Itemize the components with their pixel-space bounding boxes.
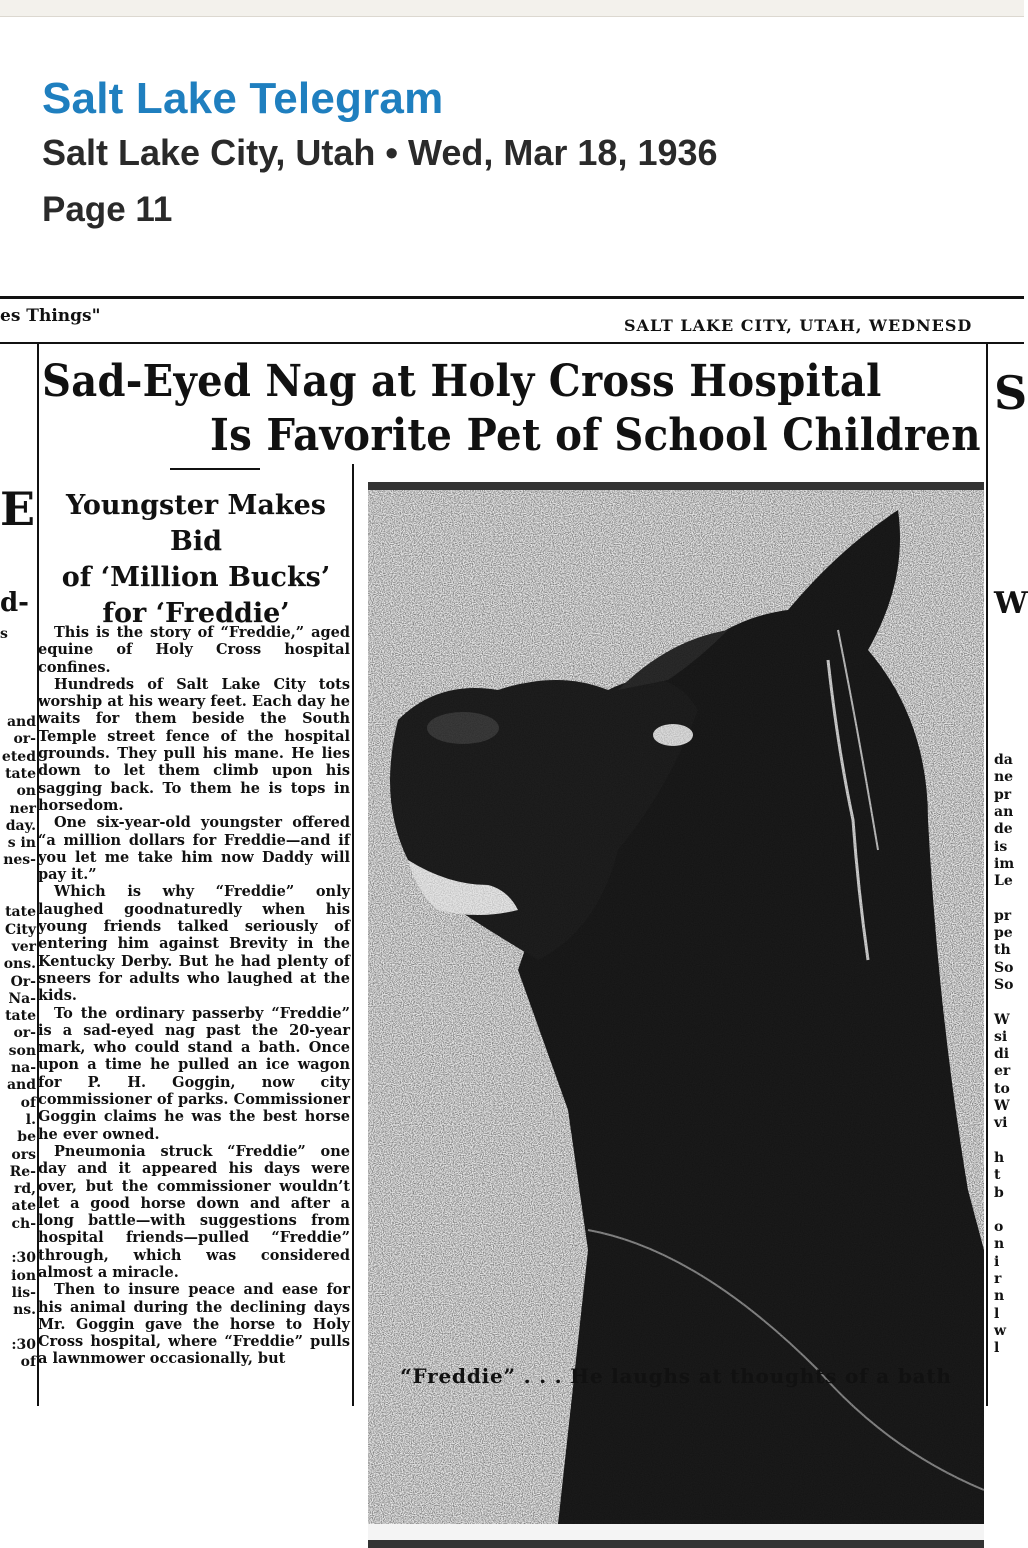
column-fragment: lis- — [11, 1284, 36, 1301]
article-paragraph: Which is why “Freddie” only laughed goodnaturedly when his young friends talked seriously of entering him against Brevity in the Kentucky Derby. But he had plenty of sneers for adults who laughed at the kids. — [38, 883, 350, 1005]
column-fragment: tate — [5, 765, 36, 782]
column-fragment: si — [994, 1028, 1008, 1045]
subhead-line: Youngster Makes Bid — [65, 490, 327, 557]
column-fragment: son — [8, 1042, 36, 1059]
article-paragraph: One six-year-old youngster offered “a million dollars for Freddie—and if you let me take him now Daddy will pay it.” — [38, 814, 350, 884]
column-fragment: ch- — [11, 1215, 36, 1232]
column-fragment: ion — [11, 1267, 36, 1284]
left-subhead-fragment-1: d- — [0, 588, 29, 618]
article-paragraph: To the ordinary passerby “Freddie” is a sad-eyed nag past the 20-year mark, who could stand a bath. Once upon a time he pulled an ice wagon for P. H. Goggin, now city commissioner of parks. Commissioner Goggin claims he was the best horse he ever owned. — [38, 1004, 350, 1143]
column-fragment: and — [6, 714, 36, 730]
article-body — [38, 624, 350, 1368]
column-fragment: ons. — [3, 956, 36, 973]
column-fragment: da — [994, 752, 1013, 768]
column-fragment: th — [994, 942, 1011, 959]
column-fragment: Or- — [10, 973, 36, 990]
running-head-right: SALT LAKE CITY, UTAH, WEDNESD — [624, 316, 973, 335]
column-fragment: w — [994, 1322, 1007, 1339]
column-fragment: im — [994, 855, 1015, 872]
column-fragment: So — [994, 976, 1014, 993]
column-fragment: Re- — [9, 1163, 36, 1180]
subheadline — [40, 488, 352, 632]
column-fragment: n — [994, 1236, 1005, 1253]
column-fragment: de — [994, 821, 1013, 838]
column-fragment: is — [994, 838, 1008, 855]
column-fragment: pr — [994, 786, 1012, 803]
column-fragment: City — [4, 921, 36, 938]
column-fragment: an — [994, 803, 1014, 820]
column-fragment: Le — [994, 873, 1013, 890]
headline-rule — [170, 468, 260, 470]
column-fragment: b — [994, 1184, 1004, 1201]
column-fragment: ns. — [13, 1302, 36, 1319]
browser-top-strip — [0, 0, 1024, 17]
column-fragment: ne — [994, 769, 1014, 786]
column-fragment: l. — [25, 1111, 36, 1128]
column-fragment: er — [994, 1063, 1011, 1080]
column-fragment: eted — [1, 748, 36, 765]
column-fragment: o — [994, 1219, 1004, 1236]
column-fragment: :30 — [11, 1336, 36, 1353]
article-paragraph: Pneumonia struck “Freddie” one day and it appeared his days were over, but the commissioner wouldn’t let a good horse down and after a long battle—with suggestions from hospital friends—pulled “Freddie” through, which was considered almost a miracle. — [38, 1142, 350, 1281]
column-rule-right — [986, 344, 988, 1406]
article-paragraph: This is the story of “Freddie,” aged equine of Holy Cross hospital confines. — [38, 624, 350, 676]
newspaper-clipping — [0, 292, 1028, 1406]
column-fragment: di — [994, 1046, 1010, 1063]
article-paragraph: Then to insure peace and ease for his animal during the declining days Mr. Goggin gave the horse to Holy Cross hospital, where “Freddie” pulls a lawnmower occasionally, but — [38, 1281, 350, 1368]
publication-title[interactable]: Salt Lake Telegram — [42, 74, 444, 123]
headline-line-1: Sad-Eyed Nag at Holy Cross Hospital — [42, 356, 882, 407]
column-fragment: vi — [994, 1115, 1008, 1132]
column-fragment: ver — [11, 938, 36, 955]
column-fragment: ate — [11, 1198, 36, 1215]
column-fragment: of — [20, 1354, 36, 1371]
column-fragment: pr — [994, 907, 1012, 924]
subhead-line: of ‘Million Bucks’ — [61, 562, 331, 593]
top-rule — [0, 296, 1024, 299]
column-fragment: l — [994, 1340, 1000, 1357]
column-fragment: pe — [994, 925, 1013, 941]
column-fragment: or- — [13, 1025, 36, 1042]
column-fragment: of — [20, 1094, 36, 1111]
running-rule — [0, 342, 1024, 344]
photo-freddie-horse — [368, 482, 984, 1548]
column-fragment: Na- — [8, 990, 36, 1007]
right-subhead-fragment: W — [994, 586, 1028, 621]
column-fragment: be — [17, 1129, 36, 1146]
right-headline-fragment: S — [994, 366, 1028, 420]
column-rule-mid — [352, 464, 354, 1406]
column-fragment: tate — [5, 1008, 36, 1025]
column-fragment: ner — [9, 800, 36, 817]
article-paragraph: Hundreds of Salt Lake City tots worship at his weary feet. Each day he waits for them beside the South Temple street fence of the hospital grounds. They pull his mane. He lies down to let them climb upon his sagging back. To them he is tops in horsedom. — [38, 675, 350, 814]
column-fragment: :30 — [11, 1250, 36, 1267]
column-fragment: s in — [7, 835, 36, 852]
location-date: Salt Lake City, Utah • Wed, Mar 18, 1936 — [42, 132, 718, 173]
column-fragment: h — [994, 1149, 1005, 1166]
column-fragment: ors — [11, 1146, 36, 1163]
headline-line-2: Is Favorite Pet of School Children — [210, 410, 981, 461]
column-fragment: l — [994, 1305, 1000, 1322]
column-fragment: na- — [10, 1060, 36, 1076]
subhead-line: for ‘Freddie’ — [102, 598, 290, 629]
column-fragment: t — [994, 1167, 1001, 1184]
column-fragment: So — [994, 959, 1014, 976]
column-fragment: or- — [13, 731, 36, 748]
column-fragment: to — [994, 1080, 1010, 1097]
page-number: Page 11 — [42, 190, 173, 229]
column-fragment: W — [994, 1098, 1010, 1114]
running-head-left: es Things" — [0, 306, 101, 326]
left-subhead-fragment-2: s — [0, 626, 8, 642]
column-fragment: n — [994, 1288, 1005, 1305]
column-fragment: day. — [5, 817, 36, 834]
column-fragment: tate — [5, 904, 36, 921]
column-fragment: nes- — [3, 852, 36, 869]
photo-caption: “Freddie” . . . He laughs at thoughts of a bath — [400, 1364, 952, 1388]
left-column-headline-fragment: E — [0, 482, 36, 536]
column-fragment: W — [994, 1011, 1010, 1028]
column-fragment: i — [994, 1253, 1000, 1270]
column-fragment: and — [6, 1077, 36, 1094]
column-fragment: r — [994, 1271, 1002, 1287]
column-fragment: rd, — [13, 1181, 36, 1198]
column-fragment: on — [16, 783, 36, 800]
